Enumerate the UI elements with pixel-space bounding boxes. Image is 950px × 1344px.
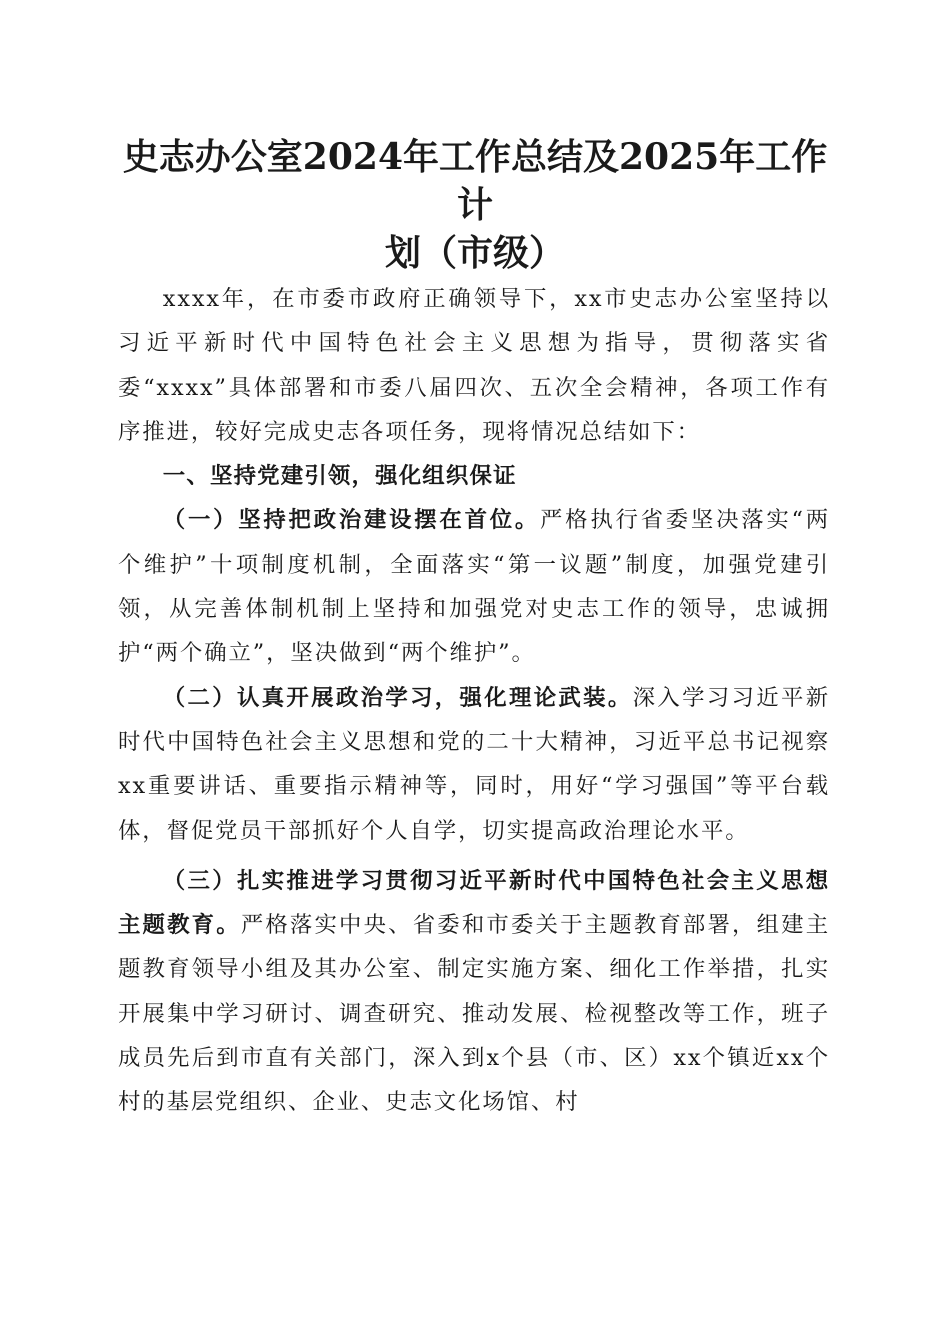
- item-3-text: 严格落实中央、省委和市委关于主题教育部署，组建主题教育领导小组及其办公室、制定实施方案、细化工作举措，扎实开展集中学习研讨、调查研究、推动发展、检视整改等工作，班子成员先后到市直有关部门，深入到x个县（市、区）xx个镇近xx个村的基层党组织、企业、史志文化场馆、村: [118, 912, 830, 1116]
- title-line-1: 史志办公室2024年工作总结及2025年工作计: [122, 136, 828, 226]
- item-2-text: 深入学习习近平新时代中国特色社会主义思想和党的二十大精神，习近平总书记视察xx重要讲话、重要指示精神等，同时，用好“学习强国”等平台载体，督促党员干部抓好个人自学，切实提高政治理论水平。: [118, 684, 830, 844]
- document-body: [118, 277, 830, 1125]
- item-2-lead: （二）认真开展政治学习，强化理论武装。: [162, 684, 633, 711]
- item-paragraph-3: [118, 859, 830, 1125]
- section-heading-1: 一、坚持党建引领，强化组织保证: [162, 463, 517, 490]
- item-3-lead: （三）扎实推进学习贯彻习近平新时代中国特色社会主义思想主题教育。: [118, 867, 830, 939]
- document-title: [110, 133, 840, 277]
- item-paragraph-2: [118, 676, 830, 853]
- intro-paragraph: xxxx年，在市委市政府正确领导下，xx市史志办公室坚持以习近平新时代中国特色社会主义思想为指导，贯彻落实省委“xxxx”具体部署和市委八届四次、五次全会精神，各项工作有序推进，较好完成史志各项任务，现将情况总结如下：: [118, 286, 830, 445]
- item-1-text: 严格执行省委坚决落实“两个维护”十项制度机制，全面落实“第一议题”制度，加强党建引领，从完善体制机制上坚持和加强党对史志工作的领导，忠诚拥护“两个确立”，坚决做到“两个维护”。: [118, 507, 831, 667]
- title-line-2: 划（市级）: [384, 232, 565, 274]
- item-1-lead: （一）坚持把政治建设摆在首位。: [162, 507, 541, 534]
- item-paragraph-1: [118, 498, 830, 675]
